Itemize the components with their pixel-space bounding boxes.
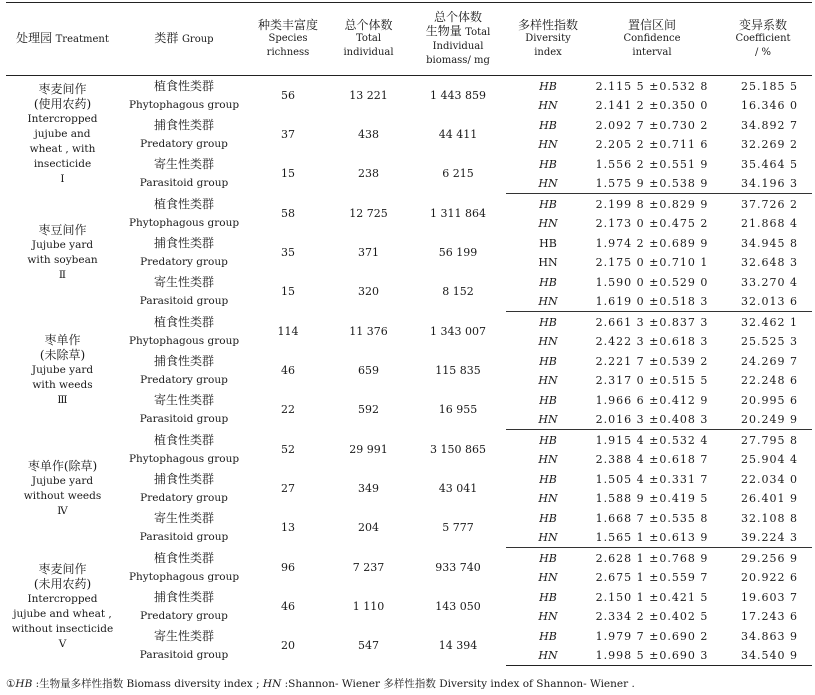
biomass-cell: 8 152 bbox=[442, 285, 474, 299]
diversity-index-cell: HN bbox=[506, 174, 590, 194]
confidence-interval-cell: 2.334 2 ±0.402 5 bbox=[595, 610, 709, 623]
table-row bbox=[6, 430, 812, 451]
group-name-cn: 植食性类群 bbox=[153, 196, 214, 211]
header-species-richness: 种类丰富度 Species richness bbox=[249, 3, 327, 76]
diversity-index-cell: HB bbox=[539, 236, 557, 250]
treatment-line: 枣麦间作 bbox=[38, 561, 87, 576]
treatment-line: (未除草) bbox=[39, 348, 86, 362]
confidence-interval-cell: 1.979 7 ±0.690 2 bbox=[595, 629, 709, 643]
confidence-interval-cell: 1.966 6 ±0.412 9 bbox=[595, 393, 709, 407]
group-name-en: Parasitoid group bbox=[139, 413, 229, 426]
diversity-index-cell: HN bbox=[506, 410, 590, 430]
group-name-en: Predatory group bbox=[140, 374, 228, 386]
footnote: ①HB :生物量多样性指数 Biomass diversity index ; HN :Shannon- Wiener 多样性指数 Diversity index of Shannon- Wiener . bbox=[6, 678, 635, 690]
group-name-cn: 寄生性类群 bbox=[153, 629, 214, 644]
total-cell: 238 bbox=[358, 167, 379, 181]
coefficient-cell: 17.243 6 bbox=[741, 610, 798, 623]
confidence-interval-cell: 2.150 1 ±0.421 5 bbox=[595, 590, 709, 604]
confidence-interval-cell: 2.173 0 ±0.475 2 bbox=[595, 217, 709, 230]
confidence-interval-cell: 1.915 4 ±0.532 4 bbox=[595, 433, 709, 447]
total-cell: 371 bbox=[358, 246, 379, 259]
species-cell: 35 bbox=[281, 246, 295, 259]
confidence-interval-cell: 1.668 7 ±0.535 8 bbox=[595, 511, 709, 525]
biomass-cell: 115 835 bbox=[435, 364, 481, 377]
diversity-index-cell: HN bbox=[538, 256, 558, 269]
group-name-cn: 捕食性类群 bbox=[153, 472, 214, 486]
confidence-interval-cell: 2.317 0 ±0.515 5 bbox=[595, 374, 709, 387]
diversity-index-cell: HB bbox=[539, 629, 557, 643]
diversity-index-cell: HB bbox=[539, 551, 557, 565]
group-name-cn: 捕食性类群 bbox=[153, 236, 214, 250]
coefficient-cell: 34.196 3 bbox=[714, 174, 812, 194]
biomass-cell: 1 311 864 bbox=[430, 206, 486, 220]
diversity-index-cell: HB bbox=[539, 79, 557, 93]
biomass-cell: 933 740 bbox=[435, 560, 481, 574]
group-name-en: Parasitoid group bbox=[139, 649, 229, 662]
treatment-cell bbox=[6, 194, 119, 312]
treatment-line: 枣单作 bbox=[44, 333, 81, 347]
confidence-interval-cell: 1.588 9 ±0.419 5 bbox=[595, 492, 709, 505]
table-row bbox=[6, 76, 812, 97]
coefficient-cell: 21.868 4 bbox=[741, 217, 798, 230]
treatment-line: Intercropped bbox=[27, 592, 98, 605]
table-row bbox=[6, 233, 812, 253]
group-name-en: Predatory group bbox=[140, 610, 228, 622]
group-name-cn: 寄生性类群 bbox=[153, 157, 214, 172]
species-cell: 56 bbox=[281, 89, 295, 102]
biomass-cell: 56 199 bbox=[438, 246, 478, 259]
header-treatment: 处理园 Treatment bbox=[6, 3, 119, 76]
treatment-line: wheat , with bbox=[29, 143, 96, 156]
species-cell: 22 bbox=[281, 403, 295, 417]
confidence-interval-cell: 2.199 8 ±0.829 9 bbox=[595, 197, 709, 211]
confidence-interval-cell: 2.115 5 ±0.532 8 bbox=[595, 79, 709, 93]
treatment-line: Ⅲ bbox=[57, 394, 68, 406]
biomass-cell: 16 955 bbox=[438, 403, 478, 417]
table-row bbox=[6, 548, 812, 569]
species-cell: 27 bbox=[281, 482, 295, 495]
group-name-cn: 寄生性类群 bbox=[153, 511, 214, 526]
diversity-index-cell: HN bbox=[538, 374, 558, 387]
species-cell: 96 bbox=[281, 560, 295, 574]
group-cell bbox=[119, 430, 249, 470]
diversity-index-cell: HN bbox=[538, 453, 558, 466]
treatment-line: Ⅴ bbox=[58, 637, 67, 650]
total-cell: 12 725 bbox=[349, 206, 388, 220]
table-body bbox=[6, 76, 812, 666]
group-cell bbox=[119, 469, 249, 508]
confidence-interval-cell: 2.092 7 ±0.730 2 bbox=[595, 118, 709, 132]
coefficient-cell: 19.603 7 bbox=[741, 590, 798, 604]
treatment-line: Jujube yard bbox=[31, 474, 94, 487]
diversity-index-cell: HN bbox=[506, 646, 590, 666]
coefficient-cell: 26.401 9 bbox=[741, 492, 798, 505]
group-name-cn: 植食性类群 bbox=[153, 79, 214, 93]
confidence-interval-cell: 1.619 0 ±0.518 3 bbox=[590, 292, 714, 312]
diversity-index-cell: HB bbox=[539, 511, 557, 525]
diversity-index-cell: HN bbox=[538, 217, 558, 230]
coefficient-cell: 32.269 2 bbox=[741, 138, 798, 151]
group-name-cn: 植食性类群 bbox=[153, 432, 214, 447]
total-cell: 29 991 bbox=[349, 442, 388, 456]
group-name-cn: 捕食性类群 bbox=[153, 354, 214, 368]
total-cell: 320 bbox=[358, 285, 379, 299]
group-name-en: Phytophagous group bbox=[128, 99, 240, 111]
confidence-interval-cell: 2.422 3 ±0.618 3 bbox=[595, 335, 709, 348]
group-name-cn: 植食性类群 bbox=[153, 550, 214, 565]
coefficient-cell: 37.726 2 bbox=[741, 197, 798, 211]
biomass-cell: 1 343 007 bbox=[430, 324, 486, 338]
treatment-line: with soybean bbox=[27, 253, 98, 266]
treatment-line: Ⅳ bbox=[57, 504, 68, 517]
group-name-en: Phytophagous group bbox=[128, 216, 240, 229]
treatment-line: with weeds bbox=[32, 379, 93, 391]
table-row bbox=[6, 351, 812, 371]
coefficient-cell: 32.462 1 bbox=[741, 315, 798, 329]
table-row bbox=[6, 312, 812, 333]
biomass-cell: 44 411 bbox=[438, 128, 478, 141]
treatment-line: Jujube yard bbox=[31, 364, 94, 376]
treatment-line: (使用农药) bbox=[33, 97, 92, 112]
group-cell bbox=[119, 587, 249, 626]
group-name-en: Parasitoid group bbox=[139, 531, 229, 544]
confidence-interval-cell: 1.974 2 ±0.689 9 bbox=[595, 236, 709, 250]
treatment-cell bbox=[6, 548, 119, 666]
confidence-interval-cell: 1.590 0 ±0.529 0 bbox=[595, 275, 709, 289]
biomass-cell: 14 394 bbox=[438, 639, 478, 653]
group-name-cn: 捕食性类群 bbox=[153, 118, 214, 132]
treatment-line: (未用农药) bbox=[33, 576, 92, 591]
coefficient-cell: 29.256 9 bbox=[741, 551, 798, 565]
treatment-cell bbox=[6, 76, 119, 194]
diversity-index-cell: HB bbox=[539, 393, 557, 407]
coefficient-cell: 34.945 8 bbox=[741, 236, 798, 250]
coefficient-cell: 34.863 9 bbox=[741, 629, 798, 643]
confidence-interval-cell: 2.205 2 ±0.711 6 bbox=[595, 138, 709, 151]
treatment-line: without weeds bbox=[23, 489, 102, 502]
table-row bbox=[6, 390, 812, 410]
total-cell: 659 bbox=[358, 364, 379, 377]
table-row bbox=[6, 194, 812, 215]
coefficient-cell: 22.034 0 bbox=[741, 472, 798, 486]
confidence-interval-cell: 2.141 2 ±0.350 0 bbox=[595, 99, 709, 112]
table-row bbox=[6, 154, 812, 174]
species-cell: 15 bbox=[281, 167, 295, 181]
header-coefficient: 变异系数 Coefficient / % bbox=[714, 3, 812, 76]
diversity-index-cell: HN bbox=[538, 492, 558, 505]
confidence-interval-cell: 2.016 3 ±0.408 3 bbox=[590, 410, 714, 430]
coefficient-cell: 34.892 7 bbox=[741, 118, 798, 132]
table-row bbox=[6, 115, 812, 135]
group-cell bbox=[119, 154, 249, 194]
group-name-en: Parasitoid group bbox=[139, 177, 229, 190]
group-cell bbox=[119, 76, 249, 116]
coefficient-cell: 34.540 9 bbox=[714, 646, 812, 666]
total-cell: 11 376 bbox=[349, 324, 388, 338]
coefficient-cell: 35.464 5 bbox=[741, 157, 798, 171]
treatment-line: 枣麦间作 bbox=[38, 82, 87, 97]
coefficient-cell: 25.904 4 bbox=[741, 453, 798, 466]
treatment-cell bbox=[6, 312, 119, 430]
group-cell bbox=[119, 626, 249, 666]
group-cell bbox=[119, 312, 249, 352]
total-cell: 204 bbox=[358, 521, 379, 535]
treatment-line: Intercropped bbox=[27, 113, 98, 126]
group-name-en: Phytophagous group bbox=[128, 452, 240, 465]
total-cell: 13 221 bbox=[349, 89, 388, 102]
group-name-cn: 植食性类群 bbox=[153, 314, 214, 329]
group-name-cn: 寄生性类群 bbox=[153, 275, 214, 290]
group-cell bbox=[119, 115, 249, 154]
confidence-interval-cell: 2.388 4 ±0.618 7 bbox=[595, 453, 709, 466]
diversity-index-cell: HN bbox=[538, 99, 558, 112]
group-cell bbox=[119, 272, 249, 312]
coefficient-cell: 32.648 3 bbox=[741, 256, 798, 269]
diversity-index-cell: HB bbox=[539, 472, 557, 486]
treatment-line: Jujube yard bbox=[31, 238, 94, 251]
group-cell bbox=[119, 548, 249, 588]
confidence-interval-cell: 1.565 1 ±0.613 9 bbox=[590, 528, 714, 548]
treatment-line: jujube and bbox=[34, 128, 91, 141]
diversity-index-cell: HB bbox=[539, 590, 557, 604]
coefficient-cell: 32.108 8 bbox=[741, 511, 798, 525]
diversity-index-cell: HN bbox=[538, 610, 558, 623]
group-name-en: Predatory group bbox=[140, 256, 228, 268]
coefficient-cell: 20.995 6 bbox=[741, 393, 798, 407]
coefficient-cell: 20.922 6 bbox=[741, 571, 798, 584]
header-total-individual: 总个体数 Total individual bbox=[327, 3, 410, 76]
diversity-index-cell: HN bbox=[506, 292, 590, 312]
diversity-index-cell: HB bbox=[539, 197, 557, 211]
diversity-index-cell: HN bbox=[538, 571, 558, 584]
confidence-interval-cell: 2.175 0 ±0.710 1 bbox=[595, 256, 709, 269]
group-name-en: Predatory group bbox=[140, 492, 228, 504]
group-cell bbox=[119, 233, 249, 272]
species-cell: 20 bbox=[281, 639, 295, 653]
species-cell: 114 bbox=[277, 324, 299, 338]
total-cell: 349 bbox=[358, 482, 379, 495]
group-cell bbox=[119, 508, 249, 548]
diversity-index-cell: HB bbox=[539, 157, 557, 171]
diversity-index-cell: HB bbox=[539, 275, 557, 289]
coefficient-cell: 22.248 6 bbox=[741, 374, 798, 387]
biomass-cell: 43 041 bbox=[438, 482, 478, 495]
confidence-interval-cell: 1.575 9 ±0.538 9 bbox=[590, 174, 714, 194]
species-cell: 37 bbox=[281, 128, 295, 141]
treatment-line: insecticide bbox=[33, 158, 92, 171]
species-cell: 46 bbox=[281, 364, 295, 377]
coefficient-cell: 16.346 0 bbox=[741, 99, 798, 112]
group-name-en: Predatory group bbox=[140, 138, 228, 150]
table-row bbox=[6, 272, 812, 292]
total-cell: 1 110 bbox=[352, 600, 385, 613]
treatment-line: 枣单作(除草) bbox=[27, 458, 98, 473]
coefficient-cell: 20.249 9 bbox=[714, 410, 812, 430]
header-row bbox=[6, 3, 812, 76]
coefficient-cell: 32.013 6 bbox=[714, 292, 812, 312]
treatment-line: Ⅱ bbox=[58, 268, 67, 281]
header-biomass: 总个体数 生物量 Total Individual biomass/ mg bbox=[410, 3, 506, 76]
biomass-cell: 6 215 bbox=[442, 167, 474, 181]
total-cell: 547 bbox=[358, 639, 379, 653]
biomass-cell: 3 150 865 bbox=[430, 442, 486, 456]
group-name-en: Phytophagous group bbox=[128, 570, 240, 583]
diversity-index-cell: HB bbox=[539, 354, 557, 368]
species-cell: 13 bbox=[281, 521, 295, 535]
treatment-line: 枣豆间作 bbox=[38, 222, 87, 237]
diversity-index-cell: HN bbox=[538, 335, 558, 348]
diversity-index-cell: HN bbox=[506, 528, 590, 548]
group-name-en: Phytophagous group bbox=[128, 334, 240, 347]
species-cell: 46 bbox=[281, 600, 295, 613]
biomass-cell: 5 777 bbox=[442, 521, 474, 535]
coefficient-cell: 25.185 5 bbox=[741, 79, 798, 93]
species-cell: 58 bbox=[281, 206, 295, 220]
confidence-interval-cell: 1.556 2 ±0.551 9 bbox=[595, 157, 709, 171]
treatment-line: without insecticide bbox=[11, 622, 114, 635]
header-diversity-index: 多样性指数 Diversity index bbox=[506, 3, 590, 76]
table-row bbox=[6, 587, 812, 607]
diversity-table bbox=[6, 2, 812, 666]
confidence-interval-cell: 2.221 7 ±0.539 2 bbox=[595, 354, 709, 368]
species-cell: 52 bbox=[281, 442, 295, 456]
coefficient-cell: 24.269 7 bbox=[741, 354, 798, 368]
confidence-interval-cell: 2.661 3 ±0.837 3 bbox=[595, 315, 709, 329]
treatment-line: Ⅰ bbox=[60, 173, 65, 186]
table-row bbox=[6, 469, 812, 489]
species-cell: 15 bbox=[281, 285, 295, 299]
group-cell bbox=[119, 390, 249, 430]
confidence-interval-cell: 1.505 4 ±0.331 7 bbox=[595, 472, 709, 486]
table-row bbox=[6, 626, 812, 646]
total-cell: 7 237 bbox=[352, 560, 385, 574]
coefficient-cell: 27.795 8 bbox=[741, 433, 798, 447]
total-cell: 438 bbox=[358, 128, 379, 141]
total-cell: 592 bbox=[358, 403, 379, 417]
diversity-index-cell: HB bbox=[539, 433, 557, 447]
coefficient-cell: 39.224 3 bbox=[714, 528, 812, 548]
confidence-interval-cell: 1.998 5 ±0.690 3 bbox=[590, 646, 714, 666]
group-cell bbox=[119, 194, 249, 234]
coefficient-cell: 25.525 3 bbox=[741, 335, 798, 348]
diversity-index-cell: HB bbox=[539, 118, 557, 132]
header-group: 类群 Group bbox=[119, 3, 249, 76]
group-name-cn: 寄生性类群 bbox=[153, 393, 214, 408]
confidence-interval-cell: 2.675 1 ±0.559 7 bbox=[595, 571, 709, 584]
treatment-line: jujube and wheat , bbox=[13, 607, 112, 620]
confidence-interval-cell: 2.628 1 ±0.768 9 bbox=[595, 551, 709, 565]
diversity-index-cell: HN bbox=[538, 138, 558, 151]
diversity-index-cell: HB bbox=[539, 315, 557, 329]
treatment-cell bbox=[6, 430, 119, 548]
table-row bbox=[6, 508, 812, 528]
group-name-cn: 捕食性类群 bbox=[153, 590, 214, 604]
group-cell bbox=[119, 351, 249, 390]
coefficient-cell: 33.270 4 bbox=[741, 275, 798, 289]
biomass-cell: 143 050 bbox=[435, 600, 481, 613]
group-name-en: Parasitoid group bbox=[139, 295, 229, 308]
biomass-cell: 1 443 859 bbox=[430, 89, 486, 102]
header-confidence-interval: 置信区间 Confidence interval bbox=[590, 3, 714, 76]
